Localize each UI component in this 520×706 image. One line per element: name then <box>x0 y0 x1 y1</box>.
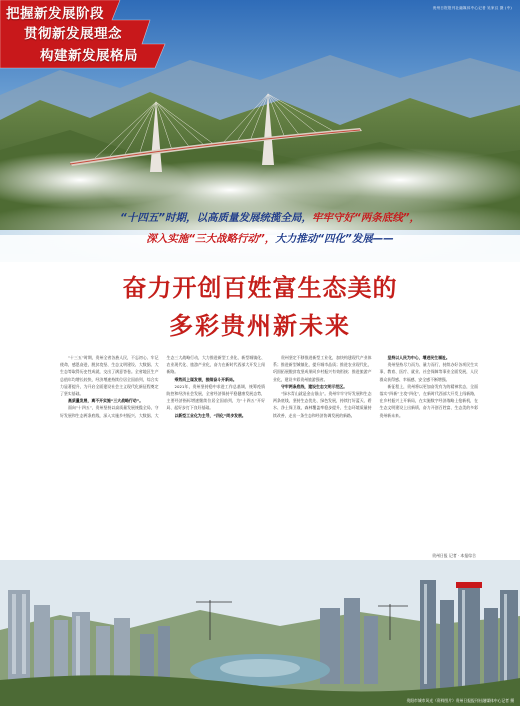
banner-line-2: 贯彻新发展理念 <box>24 26 122 42</box>
article-paragraph: 贵州坚定不移推进新型工业化，加快构建现代产业体系；推进新型城镇化，提升城市品质；推进农业现代化，巩固拓展脱贫攻坚成果同乡村振兴有效衔接；推进旅游产业化，建设多彩贵州旅游强省。 <box>273 355 372 382</box>
photo-caption: 贵州日报报刊社融媒体中心记者 吴家汉 摄 (中) <box>432 6 512 10</box>
photo-credit: 贵阳市城市风光（资料图片）贵州日报报刊社融媒体中心记者 摄 <box>406 698 514 703</box>
intro-quote-1a: “十四五”时期，以高质量发展统揽全局， <box>119 212 312 224</box>
article-paragraph: “绿水青山就是金山银山”。贵州牢牢守好发展和生态两条底线，坚持生态优先、绿色发展，持续打好蓝天、碧水、净土保卫战，森林覆盖率稳步提升，生态环境质量持续改善，走出一条生态和经济协调发展的新路。 <box>273 391 372 418</box>
article-subhead: 高质量发展，离不开实施“三大战略行动”。 <box>68 398 144 404</box>
article-body <box>60 354 478 550</box>
article-subhead: 守牢两条底线，建设生态文明示范区。 <box>281 383 348 389</box>
article-paragraph: 面向“十四五”，贵州坚持以高质量发展统揽全局，守好发展和生态两条底线，深入实施乡村振兴、大数据、大生态三大战略行动，大力推进新型工业化、新型城镇化、农业现代化、旅游产业化，奋力在新时代西部大开发上闯新路。 <box>60 355 265 418</box>
city-photo <box>0 560 520 706</box>
banner-line-1: 把握新发展阶段 <box>6 6 104 22</box>
article-paragraph: 贵州坚持尽力而为、量力而行，持续办好各项民生实事，教育、医疗、就业、社会保障等事业全面发展，人民群众获得感、幸福感、安全感不断增强。 <box>379 362 478 382</box>
intro-quote-1b: 牢牢守好“两条底线”， <box>312 212 421 224</box>
city-skyline-illustration <box>0 560 520 706</box>
intro-quote-2a: 深入实施“三大战略行动”， <box>146 233 276 245</box>
article-paragraph: 2021年，贵州坚持稳中求进工作总基调，统筹疫情防控和经济社会发展，全省经济保持平稳健康发展态势，主要经济指标增速继续位居全国前列，为“十四五”开好局、起好步打下良好基础。 <box>166 383 265 411</box>
theme-banner <box>0 0 170 70</box>
intro-quote-line-1 <box>60 210 480 225</box>
banner-line-3: 构建新发展格局 <box>40 48 138 64</box>
headline-line-1: 奋力开创百姓富生态美的 <box>122 274 398 302</box>
article-subhead: 以新型工业化为主导，“四化”同步发展。 <box>174 412 246 418</box>
article-paragraph: 新征程上，贵州将以更加奋发有为的精神状态，全面落实“四新”主攻“四化”，在新时代西部大开发上闯新路，在乡村振兴上开新局，在实施数字经济战略上抢新机，在生态文明建设上出新绩，奋力开创百姓富、生态美的多彩贵州新未来。 <box>379 383 478 418</box>
intro-quote-line-2 <box>60 231 480 246</box>
article-subhead: 乘势而上谋发展，接续奋斗开新局。 <box>174 376 237 382</box>
headline-line-2: 多彩贵州新未来 <box>169 312 351 340</box>
intro-quote-2b: 大力推动“四化”发展—— <box>275 233 394 245</box>
article-paragraph: “十三五”时期，贵州全省各族人民，不忘初心、牢记使命，感恩奋进，脱贫攻坚、生态文明建设、大数据、大生态等取得历史性成就，交出了满意答卷。全省地区生产总值年均增长较快，经济增速持续位居全国前列，综合实力显著提升，为开启全面建设社会主义现代化新征程奠定了坚实基础。 <box>60 355 159 397</box>
article-subhead: 坚持以人民为中心，增进民生福祉。 <box>387 355 450 360</box>
article-byline: 贵州日报 记者 · 本报综合 <box>432 553 476 558</box>
